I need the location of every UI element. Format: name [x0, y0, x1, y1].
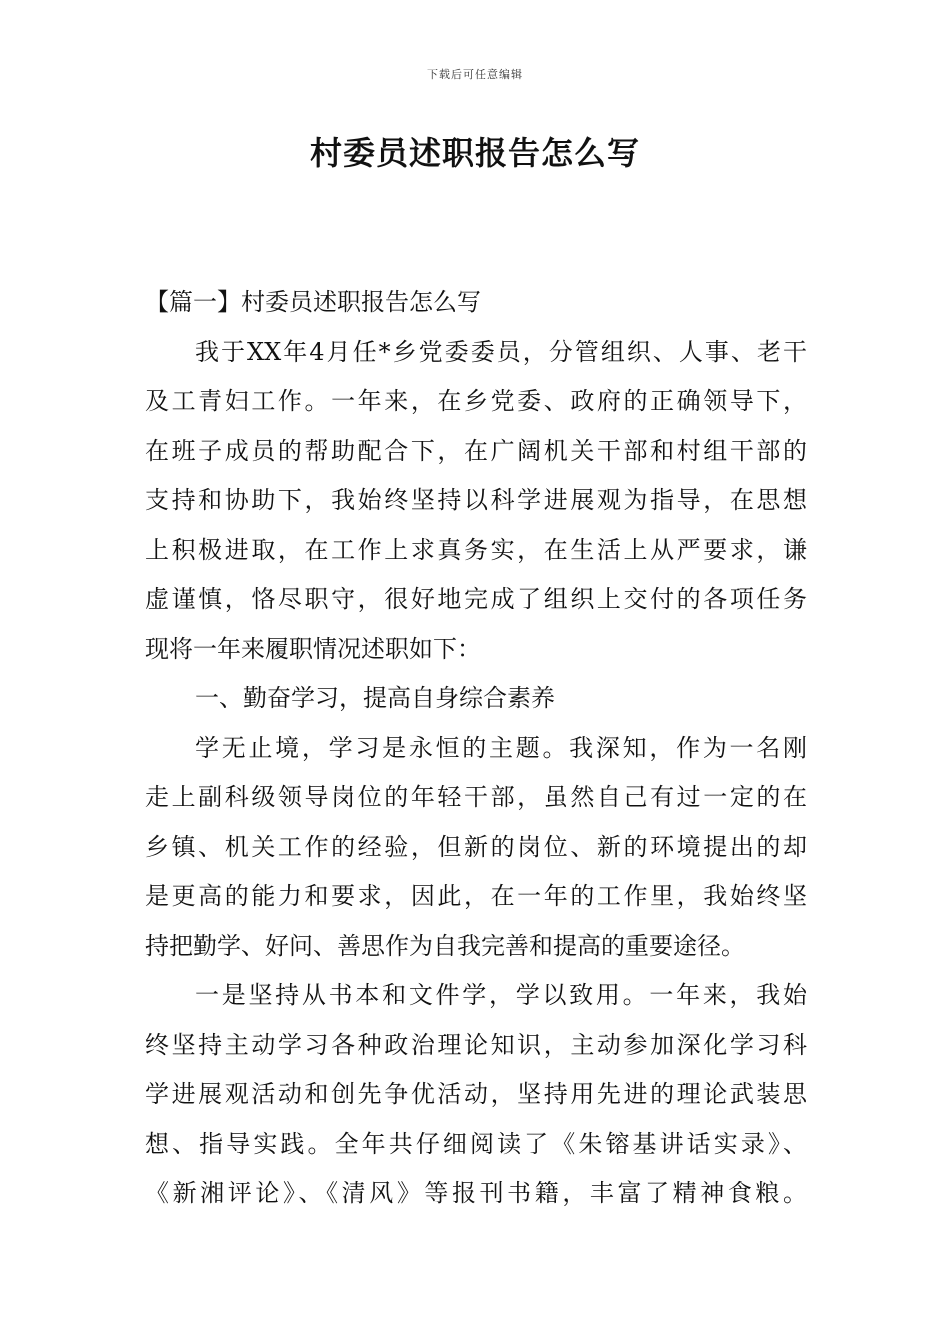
document-body [145, 278, 807, 1219]
text-line: 想、指导实践。全年共仔细阅读了《朱镕基讲话实录》、 [145, 1129, 807, 1158]
text-line: 走上副科级领导岗位的年轻干部，虽然自己有过一定的在 [145, 783, 807, 811]
text-line: 是更高的能力和要求，因此，在一年的工作里，我始终坚 [145, 882, 807, 910]
text-line: 一是坚持从书本和文件学，学以致用。一年来，我始 [195, 981, 807, 1009]
text-line: 及工青妇工作。一年来，在乡党委、政府的正确领导下， [145, 387, 807, 415]
text-line: 现将一年来履职情况述职如下： [145, 634, 481, 663]
document-title: 村委员述职报告怎么写 [309, 134, 640, 172]
section-heading: 【篇一】村委员述职报告怎么写 [145, 288, 481, 316]
text-line: 在班子成员的帮助配合下，在广阔机关干部和村组干部的 [145, 436, 807, 465]
text-line: 上积极进取，在工作上求真务实，在生活上从严要求，谦 [145, 535, 807, 564]
text-line: 乡镇、机关工作的经验，但新的岗位、新的环境提出的却 [145, 832, 807, 861]
text-line: 虚谨慎，恪尽职守，很好地完成了组织上交付的各项任务 [145, 585, 807, 613]
text-line: 学无止境，学习是永恒的主题。我深知，作为一名刚 [195, 733, 807, 762]
text-line: 终坚持主动学习各种政治理论知识，主动参加深化学习科 [145, 1030, 807, 1059]
text-line: 支持和协助下，我始终坚持以科学进展观为指导，在思想 [145, 486, 807, 514]
text-line: 我于XX年4月任*乡党委委员，分管组织、人事、老干 [195, 337, 807, 366]
header-note: 下载后可任意编辑 [427, 68, 523, 81]
text-line: 持把勤学、好问、善思作为自我完善和提高的重要途径。 [145, 931, 745, 960]
text-line: 《新湘评论》、《清风》等报刊书籍，丰富了精神食粮。 [145, 1179, 807, 1207]
text-line: 一、勤奋学习，提高自身综合素养 [195, 684, 555, 712]
text-line: 学进展观活动和创先争优活动，坚持用先进的理论武装思 [145, 1080, 807, 1108]
